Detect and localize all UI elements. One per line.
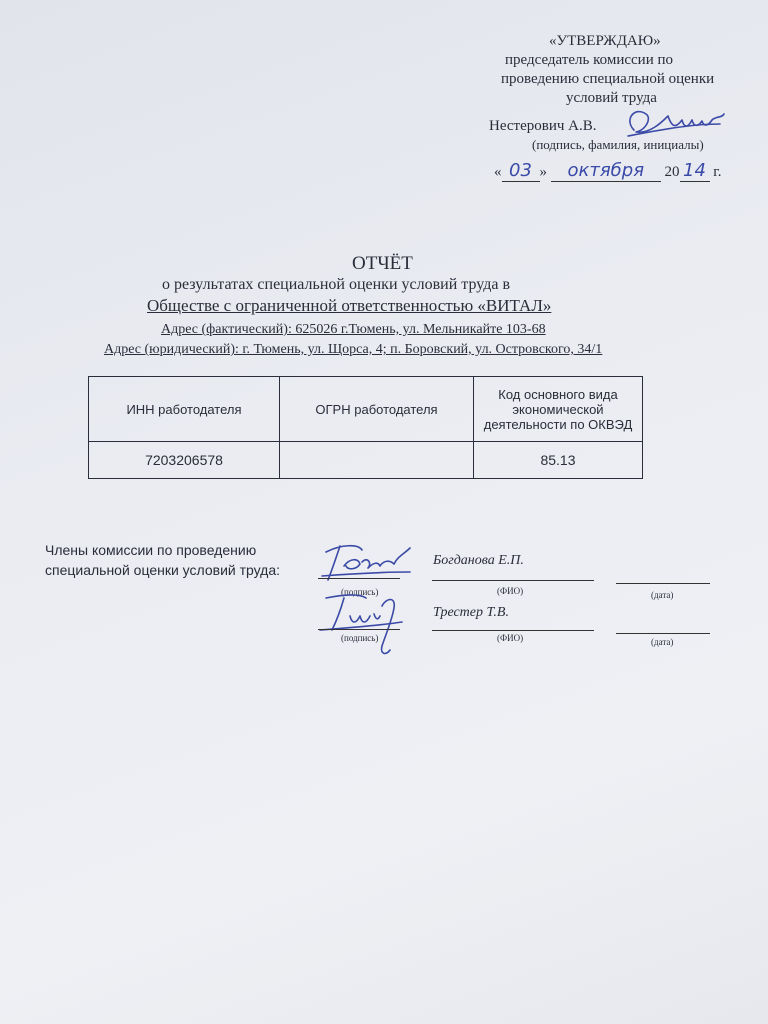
date-year: 14 bbox=[683, 160, 706, 181]
date-century: 20 bbox=[664, 164, 680, 180]
employer-table bbox=[88, 376, 643, 479]
date-suffix: г. bbox=[713, 164, 722, 180]
member1-fio-caption: (ФИО) bbox=[497, 586, 524, 596]
commission-label: Члены комиссии по проведению специальной оценки условий труда: bbox=[45, 542, 281, 578]
date-month: октября bbox=[567, 160, 645, 181]
member1-name: Богданова Е.П. bbox=[433, 553, 524, 568]
member2-fio-caption: (ФИО) bbox=[497, 633, 524, 643]
report-subtitle: о результатах специальной оценки условий труда в bbox=[162, 276, 511, 293]
report-title: ОТЧЁТ bbox=[352, 253, 413, 274]
approval-position-line3: условий труда bbox=[566, 90, 657, 106]
address-actual: Адрес (фактический): 625026 г.Тюмень, ул. Мельникайте 103-68 bbox=[161, 322, 546, 337]
header-okved: Код основного вида экономической деятельности по ОКВЭД bbox=[474, 377, 643, 442]
approval-position-line1: председатель комиссии по bbox=[505, 52, 674, 68]
cell-inn: 7203206578 bbox=[89, 442, 280, 479]
table-header-row bbox=[89, 377, 643, 442]
member2-sign-caption: (подпись) bbox=[341, 633, 379, 643]
date-day: 03 bbox=[509, 160, 532, 181]
member2-date-caption: (дата) bbox=[651, 637, 674, 647]
approval-position-line2: проведению специальной оценки bbox=[501, 71, 715, 87]
date-open-quote: « bbox=[494, 164, 502, 180]
table-row bbox=[89, 442, 643, 479]
member1-date-caption: (дата) bbox=[651, 590, 674, 600]
approver-name: Нестерович А.В. bbox=[489, 118, 597, 134]
member2-name: Трестер Т.В. bbox=[433, 605, 509, 620]
header-inn: ИНН работодателя bbox=[89, 377, 280, 442]
member2-signature bbox=[316, 590, 416, 660]
approval-title: «УТВЕРЖДАЮ» bbox=[549, 33, 661, 49]
date-close-quote: » bbox=[539, 164, 547, 180]
approver-signature-hint: (подпись, фамилия, инициалы) bbox=[532, 137, 704, 152]
organization-name: Обществе с ограниченной ответственностью «ВИТАЛ» bbox=[147, 296, 552, 315]
header-ogrn: ОГРН работодателя bbox=[280, 377, 474, 442]
address-legal: Адрес (юридический): г. Тюмень, ул. Щорса, 4; п. Боровский, ул. Островского, 34/1 bbox=[104, 342, 603, 357]
approval-date bbox=[494, 160, 721, 182]
cell-ogrn bbox=[280, 442, 474, 479]
member1-sign-caption: (подпись) bbox=[341, 587, 379, 597]
approver-signature bbox=[620, 100, 730, 145]
cell-okved: 85.13 bbox=[474, 442, 643, 479]
